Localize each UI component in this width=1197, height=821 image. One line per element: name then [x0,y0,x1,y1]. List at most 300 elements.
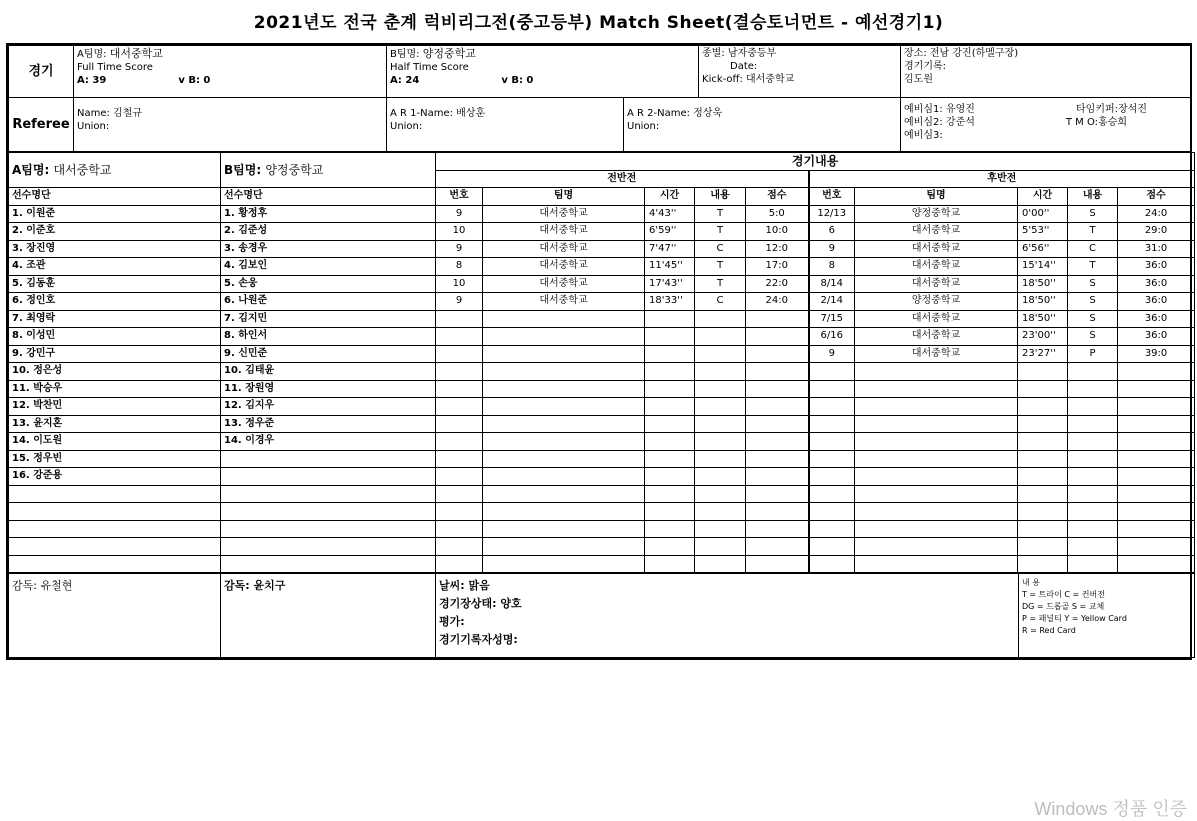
second-half-number [809,398,855,416]
second-half-score: 36:0 [1118,310,1195,328]
first-half-number [436,363,483,381]
player-a: 9. 강민구 [9,345,221,363]
first-half-score [746,398,809,416]
first-half-time: 11'45'' [645,258,695,276]
second-half-type [1068,433,1118,451]
first-half-time [645,433,695,451]
second-half-team [855,503,1018,521]
match-sheet [6,43,1192,660]
first-half-time [645,450,695,468]
first-half-type: T [695,223,746,241]
table-row [9,555,1195,573]
first-half-type: T [695,275,746,293]
player-a [9,555,221,573]
second-half-number: 2/14 [809,293,855,311]
first-half-time [645,503,695,521]
player-a: 15. 정우빈 [9,450,221,468]
table-row [9,363,1195,381]
second-half-number: 7/15 [809,310,855,328]
first-half-type [695,538,746,556]
second-half-time [1018,468,1068,486]
team-a-info: A팀명: 대서중학교 Full Time Score A: 39 v B: 0 [74,46,387,98]
second-half-type: T [1068,223,1118,241]
player-a: 12. 박찬민 [9,398,221,416]
first-half-header: 전반전 [436,170,809,188]
first-half-score [746,433,809,451]
second-half-time [1018,503,1068,521]
second-half-team [855,450,1018,468]
second-half-type [1068,380,1118,398]
first-half-team: 대서중학교 [483,258,645,276]
first-half-number: 10 [436,223,483,241]
first-half-number [436,433,483,451]
content-header: 경기내용 [436,153,1195,171]
second-half-number [809,485,855,503]
first-half-number [436,415,483,433]
table-row [9,398,1195,416]
table-row [9,240,1195,258]
table-row [9,468,1195,486]
second-half-type: T [1068,258,1118,276]
second-half-score: 29:0 [1118,223,1195,241]
second-half-team: 대서중학교 [855,258,1018,276]
second-half-time [1018,398,1068,416]
second-half-team: 대서중학교 [855,310,1018,328]
first-half-score: 10:0 [746,223,809,241]
second-half-number: 9 [809,345,855,363]
player-b: 6. 나원준 [221,293,436,311]
table-row [9,520,1195,538]
second-half-score [1118,468,1195,486]
second-half-col-time: 시간 [1018,188,1068,206]
first-half-team [483,520,645,538]
coach-b: 감독: 윤치구 [221,574,436,658]
second-half-score: 36:0 [1118,328,1195,346]
second-half-score: 36:0 [1118,275,1195,293]
player-a: 6. 정인호 [9,293,221,311]
second-half-time [1018,538,1068,556]
player-a [9,503,221,521]
referee-info: Name: 김철규 Union: [74,98,387,152]
first-half-number: 8 [436,258,483,276]
second-half-score [1118,485,1195,503]
player-b: 2. 김준성 [221,223,436,241]
category-info: 종별: 남자중등부 Date: Kick-off: 대서중학교 [699,46,901,98]
first-half-score: 17:0 [746,258,809,276]
first-half-time [645,345,695,363]
first-half-time [645,310,695,328]
second-half-type: S [1068,275,1118,293]
first-half-time [645,398,695,416]
first-half-team: 대서중학교 [483,240,645,258]
second-half-score [1118,503,1195,521]
table-row [9,258,1195,276]
second-half-number [809,450,855,468]
player-b [221,468,436,486]
second-half-type: P [1068,345,1118,363]
player-b: 11. 장원영 [221,380,436,398]
first-half-type [695,398,746,416]
first-half-type [695,468,746,486]
first-half-col-team: 팀명 [483,188,645,206]
second-half-col-score: 점수 [1118,188,1195,206]
second-half-team [855,433,1018,451]
player-b: 1. 황정후 [221,205,436,223]
ar2-info: A R 2-Name: 정상욱 Union: [624,98,901,152]
first-half-time [645,328,695,346]
first-half-time: 7'47'' [645,240,695,258]
first-half-team: 대서중학교 [483,205,645,223]
player-b [221,538,436,556]
second-half-type: S [1068,310,1118,328]
first-half-type: C [695,293,746,311]
second-half-score: 39:0 [1118,345,1195,363]
first-half-time [645,380,695,398]
venue-info: 장소: 전남 강진(하멜구장) 경기기록: 김도원 [901,46,1191,98]
second-half-number: 8/14 [809,275,855,293]
player-b: 7. 김지민 [221,310,436,328]
player-a: 2. 이준호 [9,223,221,241]
second-half-team: 대서중학교 [855,328,1018,346]
footer-table [8,573,1195,658]
first-half-team [483,538,645,556]
second-half-team [855,468,1018,486]
first-half-col-number: 번호 [436,188,483,206]
first-half-team [483,415,645,433]
first-half-number [436,555,483,573]
second-half-type [1068,450,1118,468]
second-half-score [1118,520,1195,538]
first-half-score [746,485,809,503]
table-row [9,293,1195,311]
second-half-number: 12/13 [809,205,855,223]
table-row [9,345,1195,363]
first-half-score [746,363,809,381]
second-half-header: 후반전 [809,170,1195,188]
first-half-score [746,520,809,538]
table-row [9,223,1195,241]
second-half-type [1068,538,1118,556]
first-half-col-time: 시간 [645,188,695,206]
second-half-type: C [1068,240,1118,258]
second-half-time [1018,433,1068,451]
player-b: 4. 김보인 [221,258,436,276]
second-half-type [1068,398,1118,416]
second-half-time [1018,380,1068,398]
second-half-time [1018,415,1068,433]
first-half-score: 5:0 [746,205,809,223]
second-half-team [855,380,1018,398]
player-b: 3. 송경우 [221,240,436,258]
team-b-header: B팀명: 양정중학교 [221,153,436,188]
player-b [221,450,436,468]
second-half-score [1118,555,1195,573]
first-half-type: T [695,205,746,223]
second-half-number [809,538,855,556]
first-half-type [695,485,746,503]
first-half-type [695,433,746,451]
first-half-type [695,555,746,573]
player-b: 10. 김태윤 [221,363,436,381]
first-half-team: 대서중학교 [483,293,645,311]
second-half-team: 양정중학교 [855,205,1018,223]
second-half-time [1018,363,1068,381]
first-half-team [483,433,645,451]
first-half-team [483,328,645,346]
table-row [9,380,1195,398]
player-b [221,520,436,538]
first-half-time: 18'33'' [645,293,695,311]
second-half-score [1118,415,1195,433]
second-half-number [809,503,855,521]
second-half-team: 대서중학교 [855,240,1018,258]
first-half-time [645,485,695,503]
first-half-team: 대서중학교 [483,275,645,293]
first-half-team [483,363,645,381]
second-half-type [1068,503,1118,521]
second-half-time: 23'00'' [1018,328,1068,346]
second-half-type [1068,363,1118,381]
second-half-team [855,415,1018,433]
player-b: 12. 김지우 [221,398,436,416]
second-half-type [1068,485,1118,503]
second-half-number [809,380,855,398]
second-half-score: 36:0 [1118,293,1195,311]
first-half-score: 12:0 [746,240,809,258]
second-half-number: 8 [809,258,855,276]
second-half-type: S [1068,293,1118,311]
second-half-team: 대서중학교 [855,345,1018,363]
table-row [9,415,1195,433]
first-half-type [695,380,746,398]
second-half-time [1018,485,1068,503]
second-half-time [1018,555,1068,573]
first-half-time [645,538,695,556]
first-half-team [483,310,645,328]
player-a: 13. 윤지혼 [9,415,221,433]
second-half-team [855,398,1018,416]
table-row [9,450,1195,468]
first-half-score [746,328,809,346]
second-half-team: 대서중학교 [855,275,1018,293]
first-half-team [483,450,645,468]
table-row [9,503,1195,521]
first-half-number: 9 [436,293,483,311]
first-half-score [746,555,809,573]
second-half-type: S [1068,328,1118,346]
coach-a: 감독: 유철현 [9,574,221,658]
first-half-team [483,485,645,503]
second-half-score: 31:0 [1118,240,1195,258]
player-a [9,520,221,538]
player-a: 5. 김동훈 [9,275,221,293]
second-half-time [1018,520,1068,538]
first-half-team [483,503,645,521]
second-half-time: 18'50'' [1018,310,1068,328]
player-b [221,503,436,521]
second-half-score [1118,538,1195,556]
second-half-score: 36:0 [1118,258,1195,276]
second-half-number [809,520,855,538]
first-half-score [746,415,809,433]
first-half-time [645,363,695,381]
second-half-number [809,415,855,433]
conditions: 날씨: 맑음 경기장상태: 양호 평가: 경기기록자성명: [436,574,1019,658]
table-row [9,328,1195,346]
second-half-score [1118,380,1195,398]
first-half-number [436,503,483,521]
second-half-type [1068,520,1118,538]
second-half-team [855,363,1018,381]
first-half-type: C [695,240,746,258]
second-half-time: 18'50'' [1018,293,1068,311]
player-b: 13. 정우준 [221,415,436,433]
second-half-number [809,555,855,573]
first-half-score [746,345,809,363]
first-half-type [695,450,746,468]
second-half-time: 15'14'' [1018,258,1068,276]
second-half-number: 6 [809,223,855,241]
reserve-info: 예비심1: 유영진 타임키퍼:장석진 예비심2: 강준석 T M O:홍승희 예비심3: [901,98,1191,152]
first-half-score: 24:0 [746,293,809,311]
player-a: 7. 최영락 [9,310,221,328]
player-a [9,485,221,503]
roster-score-table [8,152,1195,573]
second-half-time: 23'27'' [1018,345,1068,363]
first-half-type [695,310,746,328]
sheet-title: 2021년도 전국 춘계 럭비리그전(중고등부) Match Sheet(결승토너먼트 - 예선경기1) [253,13,944,33]
first-half-number [436,485,483,503]
first-half-col-type: 내용 [695,188,746,206]
first-half-score [746,503,809,521]
second-half-col-number: 번호 [809,188,855,206]
first-half-col-score: 점수 [746,188,809,206]
first-half-number [436,520,483,538]
second-half-team: 양정중학교 [855,293,1018,311]
player-a: 14. 이도원 [9,433,221,451]
first-half-time [645,468,695,486]
player-a: 4. 조관 [9,258,221,276]
table-row [9,205,1195,223]
first-half-number [436,345,483,363]
second-half-team [855,555,1018,573]
first-half-number [436,328,483,346]
first-half-type [695,363,746,381]
player-b [221,485,436,503]
first-half-score: 22:0 [746,275,809,293]
first-half-number: 9 [436,240,483,258]
first-half-time [645,520,695,538]
second-half-time: 5'53'' [1018,223,1068,241]
team-b-info: B팀명: 양정중학교 Half Time Score A: 24 v B: 0 [387,46,699,98]
first-half-time: 6'59'' [645,223,695,241]
roster-header-b: 선수명단 [221,188,436,206]
second-half-number [809,468,855,486]
referee-label: Referee [9,98,74,152]
first-half-number: 10 [436,275,483,293]
table-row [9,275,1195,293]
first-half-number [436,398,483,416]
second-half-type: S [1068,205,1118,223]
first-half-score [746,538,809,556]
player-b: 14. 이경우 [221,433,436,451]
second-half-team [855,485,1018,503]
player-a: 10. 정은성 [9,363,221,381]
first-half-team [483,345,645,363]
second-half-time [1018,450,1068,468]
second-half-score [1118,363,1195,381]
first-half-type [695,520,746,538]
first-half-score [746,310,809,328]
first-half-time: 4'43'' [645,205,695,223]
table-row [9,310,1195,328]
first-half-type [695,503,746,521]
match-info-table [8,45,1191,152]
first-half-time [645,415,695,433]
first-half-type [695,415,746,433]
table-row [9,433,1195,451]
first-half-team [483,555,645,573]
player-a: 8. 이성민 [9,328,221,346]
second-half-score [1118,433,1195,451]
first-half-type [695,345,746,363]
second-half-time: 6'56'' [1018,240,1068,258]
second-half-score [1118,398,1195,416]
table-row [9,538,1195,556]
table-row [9,485,1195,503]
first-half-time: 17'43'' [645,275,695,293]
second-half-type [1068,555,1118,573]
first-half-team: 대서중학교 [483,223,645,241]
player-b: 5. 손웅 [221,275,436,293]
first-half-number [436,380,483,398]
activation-watermark: Windows 정품 인증 [1034,799,1187,819]
player-b [221,555,436,573]
second-half-time: 0'00'' [1018,205,1068,223]
second-half-score [1118,450,1195,468]
first-half-type [695,328,746,346]
second-half-col-team: 팀명 [855,188,1018,206]
player-a: 11. 박승우 [9,380,221,398]
second-half-number [809,433,855,451]
first-half-score [746,450,809,468]
first-half-team [483,380,645,398]
legend: 내 용 T = 트라이 C = 컨버전 DG = 드롭골 S = 교체 P = 패널티 Y = Yellow Card R = Red Card [1019,574,1195,658]
first-half-time [645,555,695,573]
second-half-score: 24:0 [1118,205,1195,223]
team-a-header: A팀명: 대서중학교 [9,153,221,188]
second-half-number [809,363,855,381]
player-a: 3. 장진영 [9,240,221,258]
first-half-score [746,468,809,486]
first-half-number [436,468,483,486]
second-half-type [1068,468,1118,486]
first-half-team [483,468,645,486]
first-half-number [436,310,483,328]
first-half-team [483,398,645,416]
player-b: 8. 하인서 [221,328,436,346]
first-half-number: 9 [436,205,483,223]
player-b: 9. 신민준 [221,345,436,363]
second-half-team [855,538,1018,556]
second-half-type [1068,415,1118,433]
second-half-col-type: 내용 [1068,188,1118,206]
player-a: 16. 강준용 [9,468,221,486]
ar1-info: A R 1-Name: 배상훈 Union: [387,98,624,152]
first-half-score [746,380,809,398]
roster-header-a: 선수명단 [9,188,221,206]
first-half-number [436,538,483,556]
